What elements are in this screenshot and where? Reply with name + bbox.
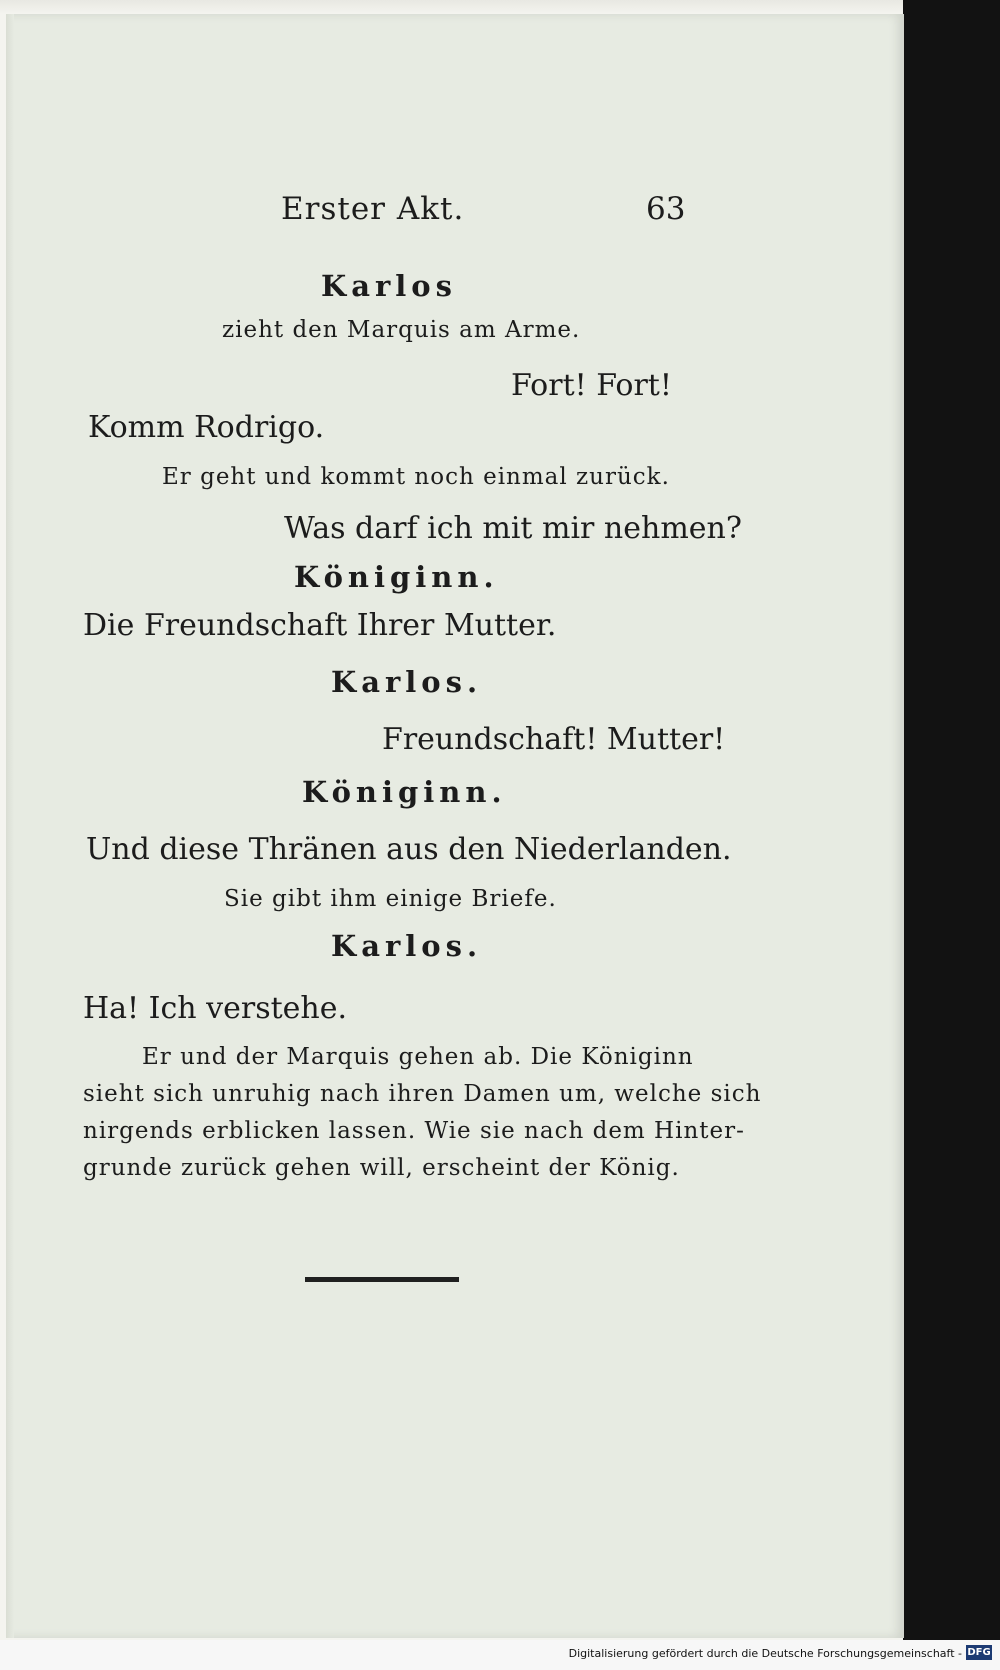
scan-top-edge bbox=[0, 0, 1000, 14]
speaker-karlos-3: Karlos. bbox=[331, 929, 483, 963]
stage-direction-4-line-1: Er und der Marquis gehen ab. Die Königinn bbox=[142, 1044, 694, 1070]
stage-direction-4-line-2: sieht sich unruhig nach ihren Damen um, welche sich bbox=[83, 1081, 762, 1107]
stage-direction-4-line-4: grunde zurück gehen will, erscheint der König. bbox=[83, 1155, 680, 1181]
dfg-logo: DFG bbox=[967, 1647, 991, 1658]
stage-direction-2: Er geht und kommt noch einmal zurück. bbox=[162, 464, 670, 490]
stage-direction-3: Sie gibt ihm einige Briefe. bbox=[224, 886, 557, 912]
speaker-karlos-1: Karlos bbox=[321, 269, 457, 303]
dialogue-line-7: Ha! Ich verstehe. bbox=[83, 991, 348, 1026]
scan-dark-background bbox=[903, 0, 1000, 1640]
stage-direction-4-line-3: nirgends erblicken lassen. Wie sie nach dem Hinter- bbox=[83, 1118, 745, 1144]
section-divider-rule bbox=[305, 1277, 459, 1282]
speaker-karlos-2: Karlos. bbox=[331, 665, 483, 699]
book-page bbox=[6, 14, 904, 1638]
dialogue-line-2: Komm Rodrigo. bbox=[88, 410, 325, 445]
page-left-edge bbox=[6, 14, 14, 1638]
stage-direction-1: zieht den Marquis am Arme. bbox=[222, 317, 581, 343]
dialogue-line-4: Die Freundschaft Ihrer Mutter. bbox=[83, 608, 557, 643]
running-head: Erster Akt. bbox=[281, 191, 465, 227]
speaker-koeniginn-1: Königinn. bbox=[294, 560, 499, 594]
page-number: 63 bbox=[646, 191, 686, 227]
dialogue-line-3: Was darf ich mit mir nehmen? bbox=[284, 511, 742, 546]
dialogue-line-6: Und diese Thränen aus den Niederlanden. bbox=[86, 832, 732, 867]
digitization-credit: Digitalisierung gefördert durch die Deutsche Forschungsgemeinschaft - bbox=[568, 1647, 962, 1660]
speaker-koeniginn-2: Königinn. bbox=[302, 775, 507, 809]
dialogue-line-5: Freundschaft! Mutter! bbox=[382, 722, 726, 757]
dialogue-line-1: Fort! Fort! bbox=[511, 368, 672, 403]
